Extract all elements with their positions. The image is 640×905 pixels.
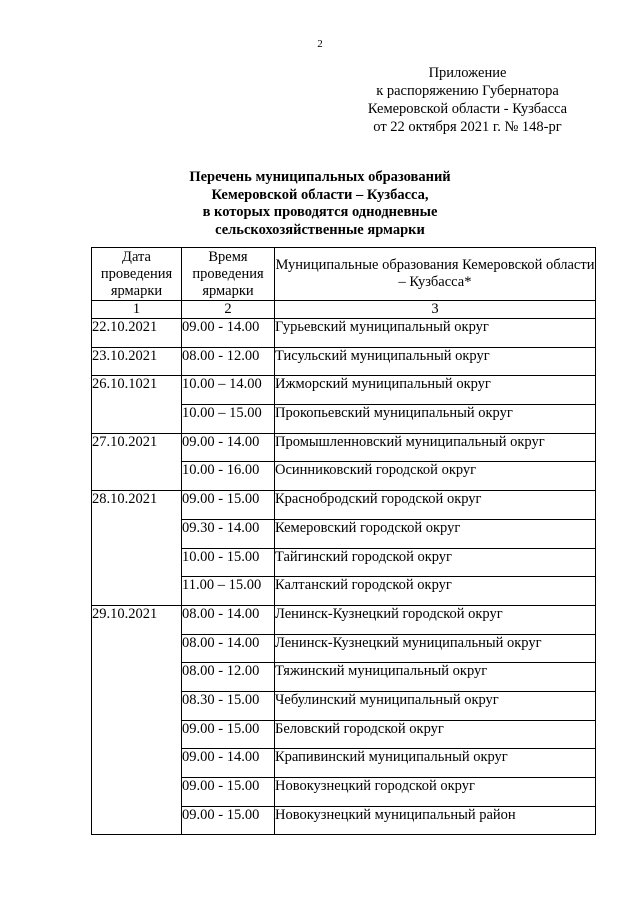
fairs-table [91, 247, 596, 835]
fair-time: 10.00 – 15.00 [182, 405, 275, 434]
appendix-line: от 22 октября 2021 г. № 148-рг [373, 119, 562, 135]
table-body [92, 319, 596, 835]
appendix-block [340, 64, 595, 136]
title-line: в которых проводятся однодневные [202, 204, 438, 220]
appendix-line: Приложение [428, 65, 507, 81]
fair-time: 08.30 - 15.00 [182, 691, 275, 720]
fair-time: 10.00 - 15.00 [182, 548, 275, 577]
fair-date: 26.10.1021 [92, 376, 182, 433]
municipality-name: Осинниковский городской округ [275, 462, 596, 491]
municipality-name: Краснобродский городской округ [275, 491, 596, 520]
fair-time: 09.00 - 14.00 [182, 319, 275, 348]
municipality-name: Тайгинский городской округ [275, 548, 596, 577]
fair-time: 09.30 - 14.00 [182, 519, 275, 548]
municipality-name: Ленинск-Кузнецкий муниципальный округ [275, 634, 596, 663]
column-number-row [92, 301, 596, 319]
municipality-name: Гурьевский муниципальный округ [275, 319, 596, 348]
municipality-name: Калтанский городской округ [275, 577, 596, 606]
municipality-name: Тяжинский муниципальный округ [275, 663, 596, 692]
fair-time: 08.00 - 14.00 [182, 634, 275, 663]
fair-time: 08.00 - 12.00 [182, 347, 275, 376]
table-row [92, 319, 596, 348]
fair-time: 09.00 - 15.00 [182, 720, 275, 749]
municipality-name: Беловский городской округ [275, 720, 596, 749]
document-title [0, 169, 640, 239]
header-date: Дата проведения ярмарки [92, 248, 182, 301]
fair-time: 09.00 - 15.00 [182, 806, 275, 835]
header-municipality: Муниципальные образования Кемеровской области – Кузбасса* [275, 248, 596, 301]
column-number: 2 [182, 301, 275, 319]
appendix-line: к распоряжению Губернатора [376, 83, 559, 99]
fair-time: 11.00 – 15.00 [182, 577, 275, 606]
appendix-line: Кемеровской области - Кузбасса [367, 101, 568, 117]
fair-date: 23.10.2021 [92, 347, 182, 376]
fair-date: 27.10.2021 [92, 433, 182, 490]
table-row [92, 491, 596, 520]
municipality-name: Чебулинский муниципальный округ [275, 691, 596, 720]
municipality-name: Промышленновский муниципальный округ [275, 433, 596, 462]
table-row [92, 433, 596, 462]
municipality-name: Новокузнецкий городской округ [275, 778, 596, 807]
fair-time: 10.00 - 16.00 [182, 462, 275, 491]
fair-date: 29.10.2021 [92, 605, 182, 835]
table-header-row [92, 248, 596, 301]
fair-date: 22.10.2021 [92, 319, 182, 348]
fair-time: 10.00 – 14.00 [182, 376, 275, 405]
page-number: 2 [317, 38, 323, 50]
title-line: сельскохозяйственные ярмарки [215, 221, 425, 238]
table-row [92, 376, 596, 405]
municipality-name: Кемеровский городской округ [275, 519, 596, 548]
table-row [92, 605, 596, 634]
municipality-name: Тисульский муниципальный округ [275, 347, 596, 376]
table-row [92, 347, 596, 376]
municipality-name: Ленинск-Кузнецкий городской округ [275, 605, 596, 634]
title-line: Кемеровской области – Кузбасса, [211, 186, 429, 203]
column-number: 1 [92, 301, 182, 319]
fair-time: 08.00 - 12.00 [182, 663, 275, 692]
fair-time: 08.00 - 14.00 [182, 605, 275, 634]
fair-date: 28.10.2021 [92, 491, 182, 606]
title-line: Перечень муниципальных образований [189, 169, 451, 185]
municipality-name: Крапивинский муниципальный округ [275, 749, 596, 778]
fair-time: 09.00 - 14.00 [182, 749, 275, 778]
municipality-name: Новокузнецкий муниципальный район [275, 806, 596, 835]
municipality-name: Ижморский муниципальный округ [275, 376, 596, 405]
fair-time: 09.00 - 15.00 [182, 491, 275, 520]
fair-time: 09.00 - 15.00 [182, 778, 275, 807]
municipality-name: Прокопьевский муниципальный округ [275, 405, 596, 434]
header-time: Время проведения ярмарки [182, 248, 275, 301]
fair-time: 09.00 - 14.00 [182, 433, 275, 462]
column-number: 3 [275, 301, 596, 319]
